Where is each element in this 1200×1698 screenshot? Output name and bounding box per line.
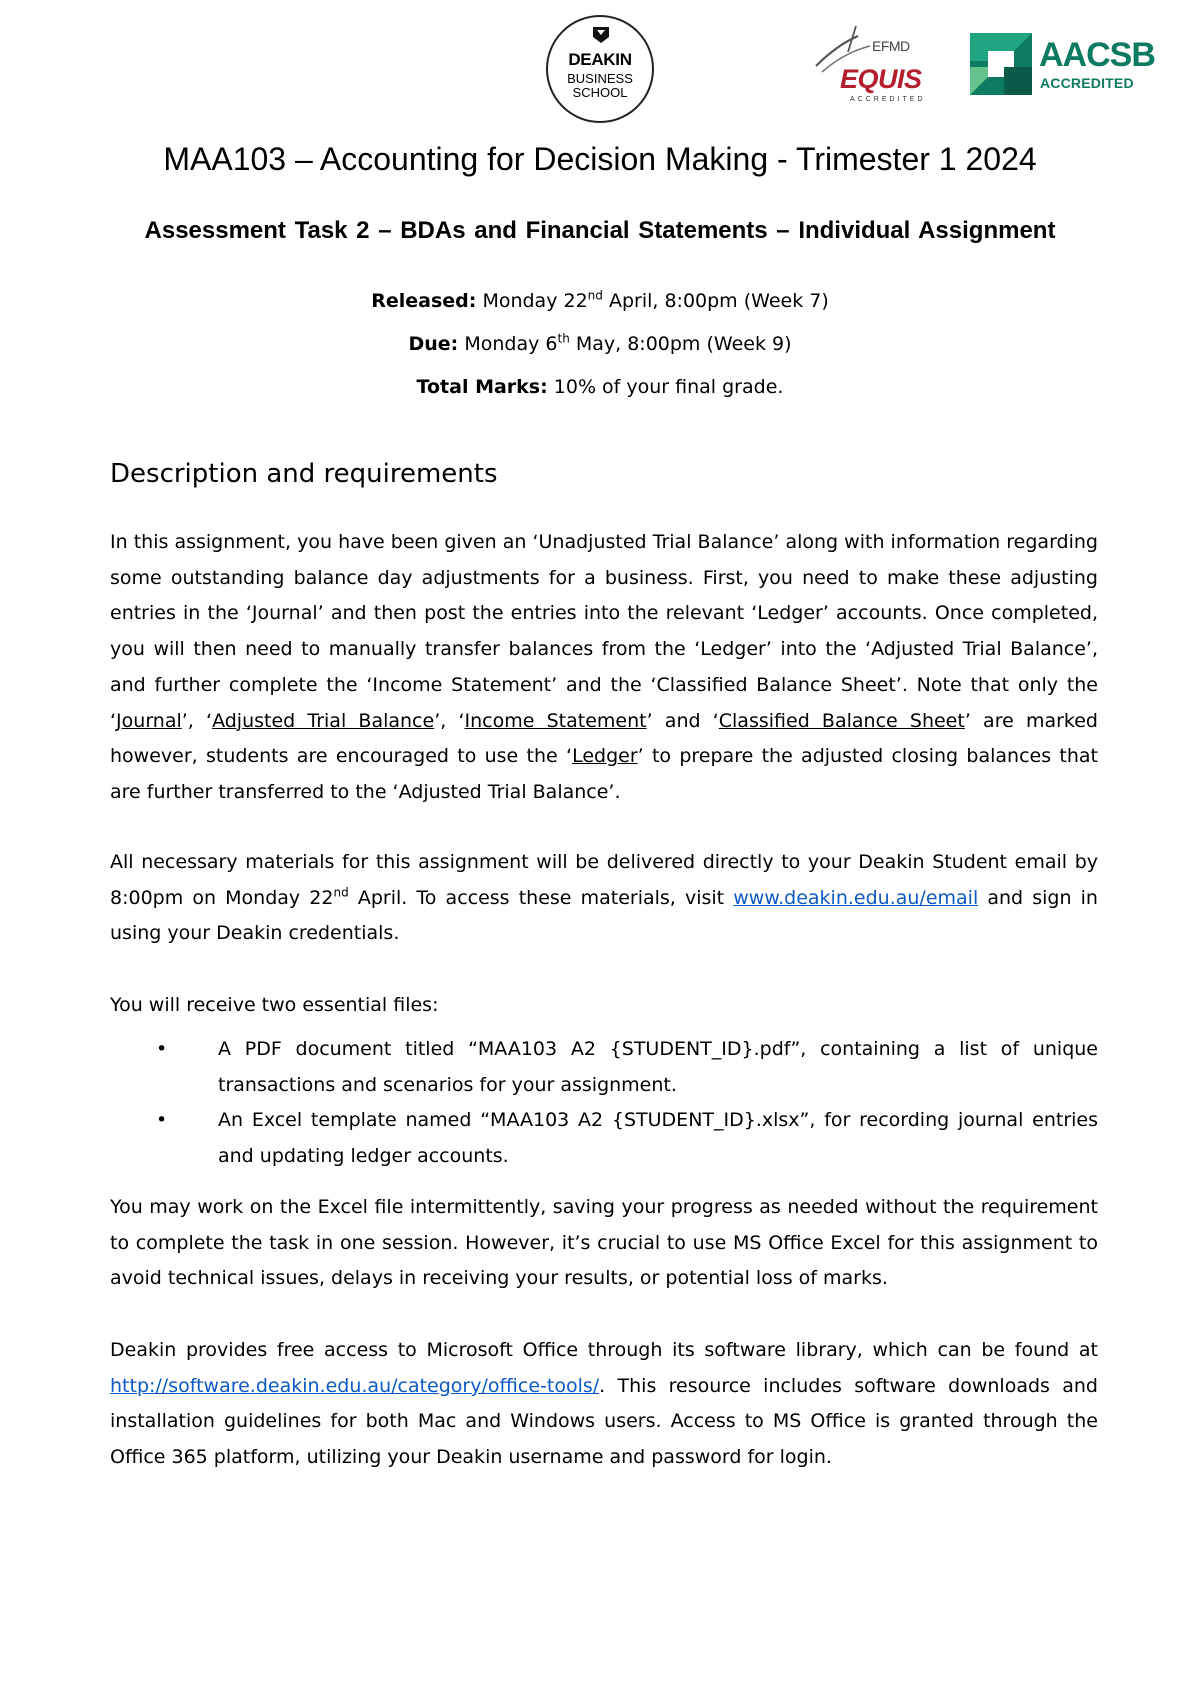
due-line bbox=[0, 331, 1200, 357]
due-date-suffix: th bbox=[557, 331, 570, 346]
file-description: A PDF document titled “MAA103 A2 {STUDENT_ID}.pdf”, containing a list of unique transactions and scenarios for your assignment. bbox=[218, 1038, 1098, 1096]
section-heading: Description and requirements bbox=[110, 459, 498, 489]
due-time: May, 8:00pm (Week 9) bbox=[575, 333, 792, 355]
equis-tagline: ACCREDITED bbox=[850, 96, 926, 103]
para1-text-5: ’ are marked however, students are encouraged to use the ‘ bbox=[110, 709, 1098, 768]
due-date: Monday 6 bbox=[464, 333, 558, 355]
files-list bbox=[110, 1032, 1098, 1175]
para5-text-2: . This resource includes software downloads and installation guidelines for both Mac and Windows users. Access to MS Office is granted through the Office 365 platform, utilizing your Deakin username and password for login. bbox=[110, 1374, 1098, 1469]
document-subtitle: Assessment Task 2 – BDAs and Financial Statements – Individual Assignment bbox=[144, 217, 1056, 244]
para1-text-2: ’, ‘ bbox=[181, 709, 213, 732]
total-marks-label: Total Marks: bbox=[416, 376, 548, 398]
ledger-term: Ledger bbox=[572, 745, 638, 768]
equis-name: EQUIS bbox=[840, 64, 922, 94]
released-label: Released: bbox=[371, 290, 477, 312]
released-line bbox=[0, 288, 1200, 314]
classified-balance-sheet-term: Classified Balance Sheet bbox=[718, 709, 965, 732]
document-title: MAA103 – Accounting for Decision Making - Trimester 1 2024 bbox=[163, 141, 1037, 177]
para2-text-1: All necessary materials for this assignment will be delivered directly to your Deakin Student email by 8:00pm on Monday 22 bbox=[110, 851, 1098, 909]
files-intro: You will receive two essential files: bbox=[110, 994, 439, 1016]
para5-text-1: Deakin provides free access to Microsoft Office through its software library, which can be found at bbox=[110, 1339, 1098, 1361]
total-marks-line bbox=[0, 374, 1200, 400]
office-paragraph bbox=[110, 1333, 1098, 1476]
deakin-logo-subtitle bbox=[548, 72, 652, 100]
software-library-link[interactable]: http://software.deakin.edu.au/category/office-tools/ bbox=[110, 1374, 600, 1397]
deakin-logo-line2: SCHOOL bbox=[572, 85, 628, 100]
aacsb-accredited-logo bbox=[970, 33, 1155, 95]
list-item bbox=[110, 1032, 1098, 1103]
aacsb-name: AACSB bbox=[1039, 36, 1155, 74]
para2-text-2: April. To access these materials, visit bbox=[348, 886, 734, 909]
income-statement-term: Income Statement bbox=[464, 709, 647, 732]
released-date: Monday 22 bbox=[482, 290, 588, 312]
adjusted-trial-balance-term: Adjusted Trial Balance bbox=[212, 709, 435, 732]
materials-paragraph bbox=[110, 845, 1098, 952]
para1-text-3: ’, ‘ bbox=[434, 709, 465, 732]
deakin-logo-line1: BUSINESS bbox=[567, 71, 633, 86]
para2-text-3: and sign in using your Deakin credentials. bbox=[110, 886, 1098, 945]
released-time: April, 8:00pm (Week 7) bbox=[608, 290, 829, 312]
deakin-crest-icon bbox=[591, 26, 611, 44]
para1-text-4: ’ and ‘ bbox=[646, 709, 719, 732]
excel-paragraph: You may work on the Excel file intermittently, saving your progress as needed without the requirement to complete the task in one session. However, it’s crucial to use MS Office Excel for this assignment to avoid technical issues, delays in receiving your results, or potential loss of marks. bbox=[110, 1196, 1098, 1290]
aacsb-tagline: ACCREDITED bbox=[1040, 75, 1134, 91]
deakin-email-link[interactable]: www.deakin.edu.au/email bbox=[733, 886, 979, 909]
aacsb-mark-icon bbox=[970, 33, 1032, 95]
file-description: An Excel template named “MAA103 A2 {STUDENT_ID}.xlsx”, for recording journal entries and updating ledger accounts. bbox=[218, 1109, 1098, 1168]
description-paragraph bbox=[110, 525, 1098, 811]
total-marks-value: 10% of your final grade. bbox=[553, 376, 784, 398]
para2-date-suffix: nd bbox=[333, 885, 349, 900]
bullet-icon: • bbox=[156, 1038, 168, 1060]
journal-term: Journal bbox=[116, 709, 182, 732]
bullet-icon: • bbox=[156, 1109, 168, 1132]
para1-text-6: ’ to prepare the adjusted closing balances that are further transferred to the ‘Adjusted Trial Balance’. bbox=[110, 745, 1098, 803]
deakin-business-school-logo bbox=[546, 15, 654, 123]
equis-accredited-logo bbox=[812, 22, 937, 108]
due-label: Due: bbox=[408, 333, 459, 355]
equis-org-name: EFMD bbox=[872, 38, 910, 54]
deakin-logo-name: DEAKIN bbox=[568, 50, 632, 69]
list-item bbox=[110, 1103, 1098, 1174]
released-date-suffix: nd bbox=[587, 288, 603, 303]
para1-text-1: In this assignment, you have been given an ‘Unadjusted Trial Balance’ along with information regarding some outstanding balance day adjustments for a business. First, you need to make these adjusting entries in the ‘Journal’ and then post the entries into the relevant ‘Ledger’ accounts. Once completed, you will then need to manually transfer balances from the ‘Ledger’ into the ‘Adjusted Trial Balance’, and further complete the ‘Income Statement’ and the ‘Classified Balance Sheet’. Note that only the ‘ bbox=[110, 531, 1098, 732]
